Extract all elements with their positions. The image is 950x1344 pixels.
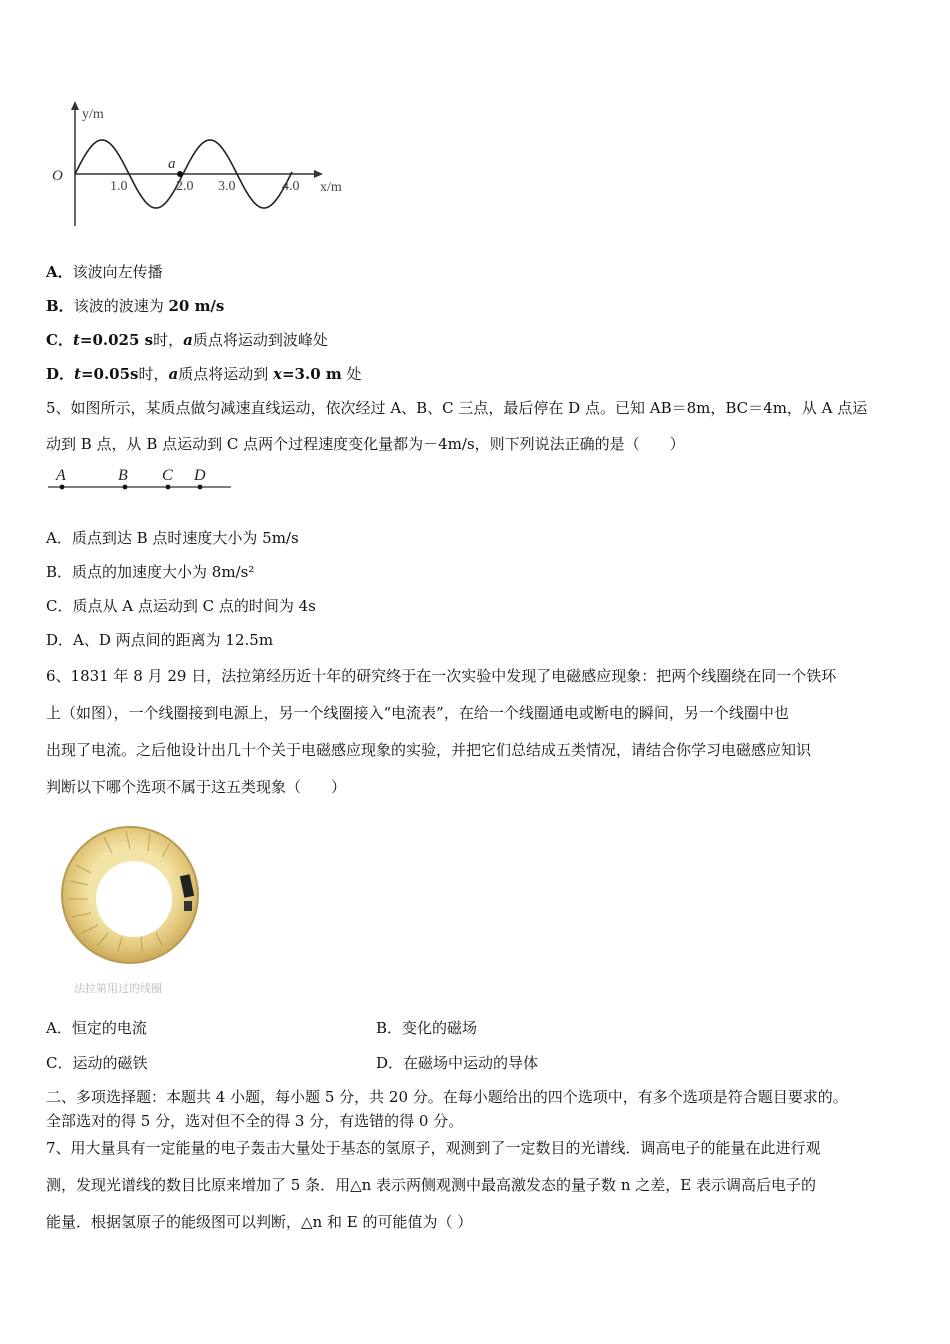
q6-option-d: D．在磁场中运动的导体 — [376, 1054, 539, 1072]
point-label: A — [56, 467, 66, 484]
point-D — [198, 485, 203, 490]
q7-stem-line-1: 7、用大量具有一定能量的电子轰击大量处于基态的氢原子，观测到了一定数目的光谱线．调高电子的能量在此进行观 — [46, 1139, 821, 1157]
point-label: D — [194, 467, 206, 484]
point-a — [177, 171, 183, 177]
q4-option-a: A．该波向左传播 — [46, 263, 163, 281]
tick-label: 2.0 — [176, 179, 194, 194]
q4-option-c: C．t=0.025 s时，a质点将运动到波峰处 — [46, 331, 328, 349]
q6-stem-line-4: 判断以下哪个选项不属于这五类现象（ ） — [46, 778, 347, 796]
section-2-heading-line-2: 全部选对的得 5 分，选对但不全的得 3 分，有选错的得 0 分。 — [46, 1112, 464, 1130]
origin-label: O — [52, 168, 63, 184]
wave-figure — [40, 98, 360, 233]
q5-stem-line-2: 动到 B 点，从 B 点运动到 C 点两个过程速度变化量都为－4m/s，则下列说法正确的是（ ） — [46, 435, 685, 453]
q5-option-c: C．质点从 A 点运动到 C 点的时间为 4s — [46, 597, 316, 615]
ring-hole — [96, 861, 172, 937]
q7-stem-line-2: 测，发现光谱线的数目比原来增加了 5 条．用△n 表示两侧观测中最高激发态的量子数 n 之差，E 表示调高后电子的 — [46, 1176, 816, 1194]
tick-label: 4.0 — [282, 179, 300, 194]
x-axis-label: x/m — [320, 180, 342, 195]
y-axis-label: y/m — [82, 107, 104, 122]
point-label: B — [118, 467, 128, 484]
q6-stem-line-3: 出现了电流。之后他设计出几十个关于电磁感应现象的实验，并把它们总结成五类情况，请结合你学习电磁感应知识 — [46, 741, 812, 759]
q5-option-b: B．质点的加速度大小为 8m/s² — [46, 563, 255, 581]
y-axis-arrow — [71, 101, 79, 110]
x-axis-arrow — [314, 170, 323, 178]
point-A — [60, 485, 65, 490]
q5-stem-line-1: 5、如图所示，某质点做匀减速直线运动，依次经过 A、B、C 三点，最后停在 D 点。已知 AB＝8m，BC＝4m，从 A 点运 — [46, 399, 868, 417]
figure-caption: 法拉第用过的线圈 — [74, 982, 162, 995]
q6-option-a: A．恒定的电流 — [46, 1019, 147, 1037]
tick-label: 1.0 — [110, 179, 128, 194]
q6-stem-line-1: 6、1831 年 8 月 29 日，法拉第经历近十年的研究终于在一次实验中发现了电磁感应现象：把两个线圈绕在同一个铁环 — [46, 667, 837, 685]
coil-terminal — [184, 901, 192, 911]
faraday-ring-image — [46, 815, 216, 980]
q6-stem-line-2: 上（如图），一个线圈接到电源上，另一个线圈接入“电流表”，在给一个线圈通电或断电的瞬间，另一个线圈中也 — [46, 704, 789, 722]
q5-option-a: A．质点到达 B 点时速度大小为 5m/s — [46, 529, 299, 547]
point-B — [123, 485, 128, 490]
q5-option-d: D．A、D 两点间的距离为 12.5m — [46, 631, 274, 649]
abcd-line-figure — [44, 462, 239, 496]
q6-option-c: C．运动的磁铁 — [46, 1054, 148, 1072]
section-2-heading-line-1: 二、多项选择题：本题共 4 小题，每小题 5 分，共 20 分。在每小题给出的四个选项中，有多个选项是符合题目要求的。 — [46, 1088, 848, 1106]
tick-label: 3.0 — [218, 179, 236, 194]
point-label: C — [162, 467, 173, 484]
q4-option-d: D．t=0.05s时，a质点将运动到 x=3.0 m 处 — [46, 365, 362, 383]
q4-option-b: B．该波的波速为 20 m/s — [46, 297, 225, 315]
point-C — [166, 485, 171, 490]
point-a-label: a — [168, 156, 176, 172]
q6-option-b: B．变化的磁场 — [376, 1019, 478, 1037]
q7-stem-line-3: 能量．根据氢原子的能级图可以判断，△n 和 E 的可能值为（ ） — [46, 1213, 473, 1231]
